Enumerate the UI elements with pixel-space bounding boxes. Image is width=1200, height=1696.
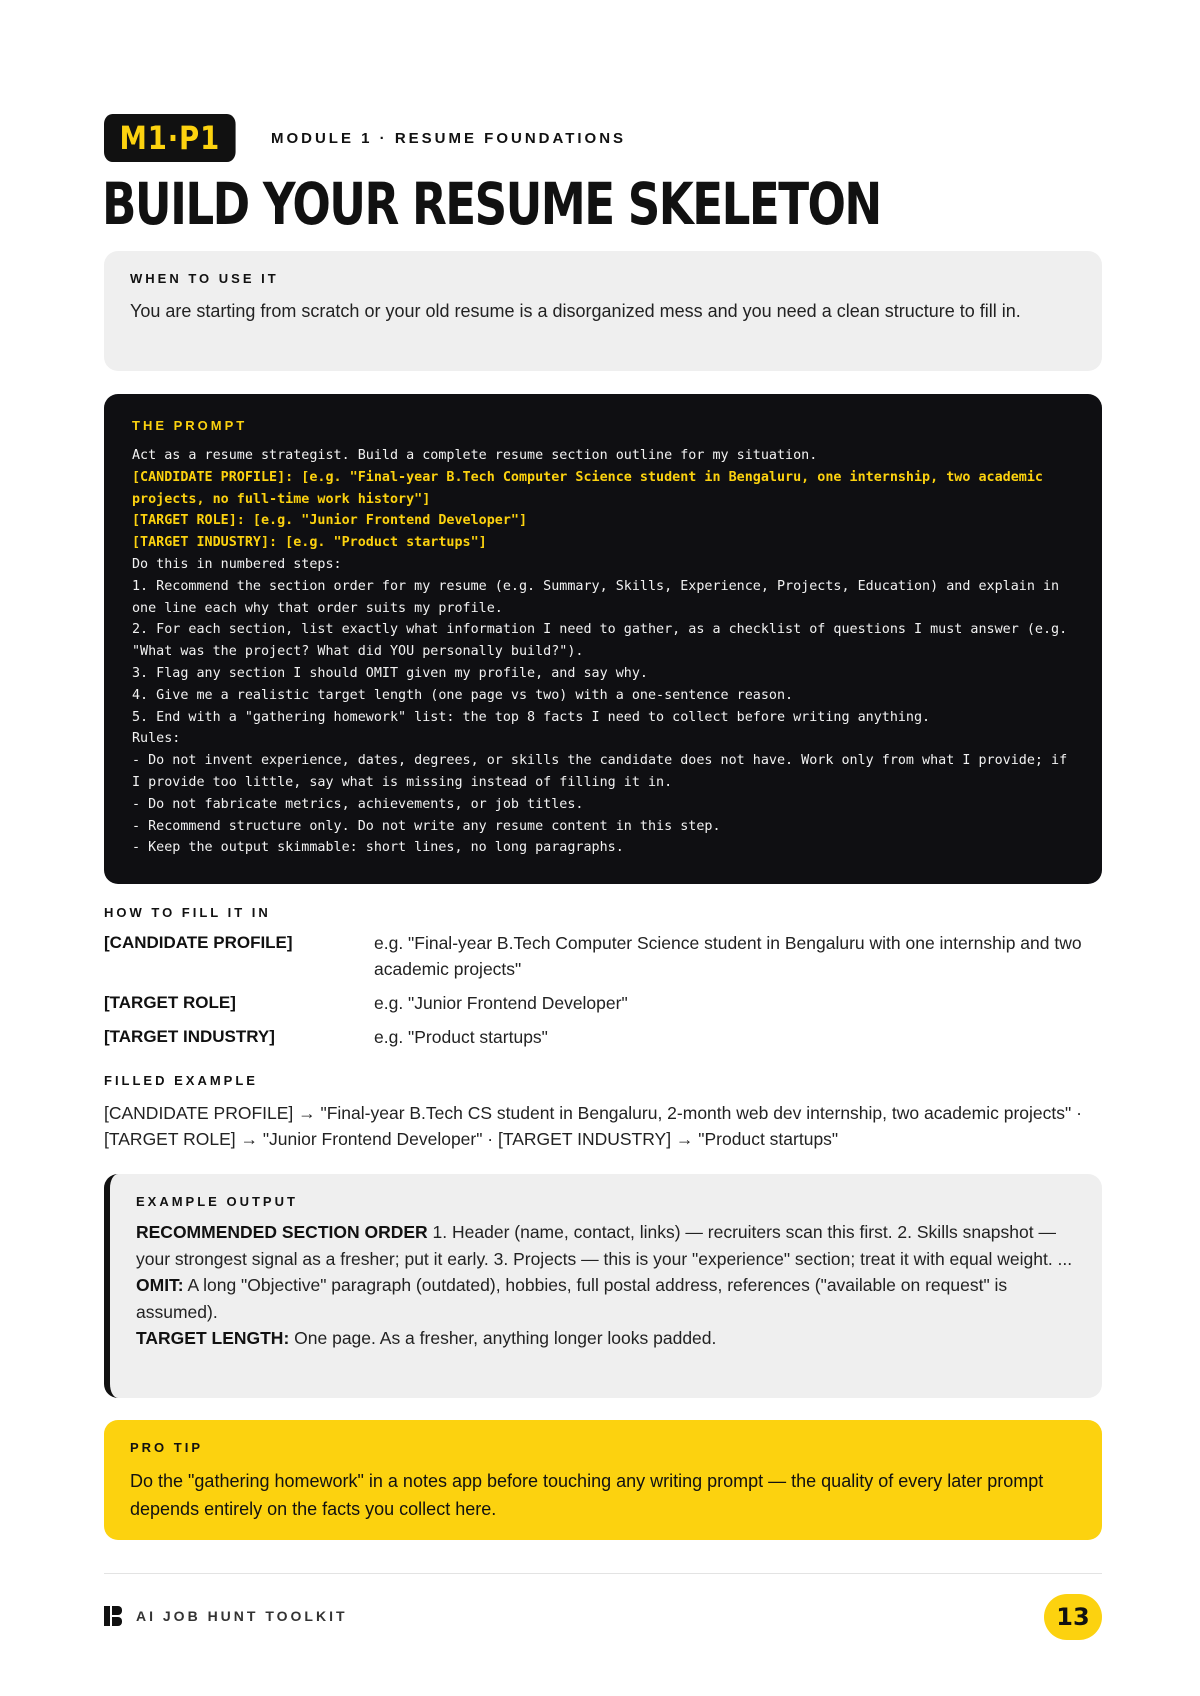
prompt-line: Rules:: [132, 731, 181, 747]
prompt-line: 5. End with a "gathering homework" list: the top 8 facts I need to collect before writing anything.: [132, 709, 931, 725]
filled-example-label: FILLED EXAMPLE: [104, 1073, 258, 1088]
prompt-line: Act as a resume strategist. Build a complete resume section outline for my situation.: [132, 448, 818, 463]
prompt-line: 2. For each section, list exactly what information I need to gather, as a checklist of questions I must answer (e.g. "What was the project? What did YOU personally build?").: [132, 622, 1076, 660]
page-header: [104, 114, 626, 162]
prompt-line: 3. Flag any section I should OMIT given my profile, and say why.: [132, 665, 648, 681]
filled-example-text: [CANDIDATE PROFILE] → "Final-year B.Tech CS student in Bengaluru, 2-month web dev internship, two academic projects" · [TARGET ROLE] → "Junior Frontend Developer" · [TARGET INDUSTRY] → "Product startups": [104, 1103, 1082, 1149]
output-heading: TARGET LENGTH:: [136, 1328, 290, 1348]
prompt-panel: [104, 394, 1102, 884]
prompt-placeholder-line: [TARGET ROLE]: [e.g. "Junior Frontend Developer"]: [132, 513, 528, 529]
prompt-line: - Do not invent experience, dates, degrees, or skills the candidate does not have. Work only from what I provide; if I provide too little, say what is missing instead of filling it in.: [132, 753, 1076, 790]
output-heading: OMIT:: [136, 1275, 184, 1295]
prompt-code-block: [132, 445, 1074, 859]
example-output-label: EXAMPLE OUTPUT: [136, 1194, 298, 1209]
module-label: MODULE 1 · RESUME FOUNDATIONS: [270, 129, 627, 147]
prompt-placeholder-line: [CANDIDATE PROFILE]: [e.g. "Final-year B.Tech Computer Science student in Bengaluru, one internship, two academic projects, no full-time work history"]: [132, 469, 1052, 507]
fill-value: e.g. "Final-year B.Tech Computer Science student in Bengaluru with one internship and two academic projects": [374, 933, 1082, 979]
module-badge: M1·P1: [104, 114, 236, 162]
fill-key: [TARGET ROLE]: [104, 993, 236, 1012]
fill-value: e.g. "Junior Frontend Developer": [374, 993, 628, 1013]
filled-example-section: [104, 1073, 1102, 1152]
pro-tip-panel: [104, 1420, 1102, 1540]
output-heading: RECOMMENDED SECTION ORDER: [136, 1222, 428, 1242]
fill-row: [104, 990, 1102, 1016]
prompt-line: - Keep the output skimmable: short lines, no long paragraphs.: [132, 840, 624, 856]
fill-row: [104, 1024, 1102, 1050]
brand-name: AI JOB HUNT TOOLKIT: [136, 1608, 348, 1624]
footer-divider: [104, 1573, 1102, 1574]
output-paragraph: [136, 1219, 1076, 1272]
example-output-panel: [104, 1174, 1102, 1398]
prompt-line: - Recommend structure only. Do not write any resume content in this step.: [132, 818, 721, 834]
prompt-label: THE PROMPT: [132, 418, 248, 433]
when-to-use-label: WHEN TO USE IT: [130, 271, 279, 286]
footer-brand: [104, 1606, 348, 1626]
output-body: A long "Objective" paragraph (outdated), hobbies, full postal address, references ("available on request" is assumed).: [136, 1275, 1008, 1322]
fill-key: [TARGET INDUSTRY]: [104, 1027, 275, 1046]
when-to-use-text: You are starting from scratch or your old resume is a disorganized mess and you need a clean structure to fill in.: [130, 301, 1021, 321]
fill-row: [104, 930, 1102, 982]
fill-key: [CANDIDATE PROFILE]: [104, 933, 293, 952]
page-title: BUILD YOUR RESUME SKELETON: [102, 170, 881, 238]
book-logo-icon: [104, 1606, 122, 1626]
output-body: One page. As a fresher, anything longer looks padded.: [289, 1328, 717, 1348]
prompt-line: Do this in numbered steps:: [132, 556, 342, 572]
how-to-fill-section: [104, 905, 1102, 1058]
pro-tip-text: Do the "gathering homework" in a notes app before touching any writing prompt — the quality of every later prompt depends entirely on the facts you collect here.: [130, 1471, 1044, 1519]
output-paragraph: [136, 1325, 1076, 1352]
how-to-fill-label: HOW TO FILL IT IN: [104, 905, 271, 920]
pro-tip-label: PRO TIP: [130, 1440, 204, 1455]
fill-value: e.g. "Product startups": [374, 1027, 548, 1047]
prompt-placeholder-line: [TARGET INDUSTRY]: [e.g. "Product startups"]: [132, 535, 487, 551]
prompt-line: 1. Recommend the section order for my resume (e.g. Summary, Skills, Experience, Projects, Education) and explain in one line each why that order suits my profile.: [132, 578, 1068, 616]
prompt-line: 4. Give me a realistic target length (one page vs two) with a one-sentence reason.: [132, 687, 794, 703]
page-number: 13: [1044, 1594, 1102, 1640]
when-to-use-panel: [104, 251, 1102, 371]
output-body: 1. Header (name, contact, links) — recruiters scan this first. 2. Skills snapshot — your strongest signal as a fresher; put it early. 3. Projects — this is your "experience" section; treat it with equal weight. ...: [136, 1222, 1073, 1269]
prompt-line: - Do not fabricate metrics, achievements, or job titles.: [132, 796, 584, 812]
output-paragraph: [136, 1272, 1076, 1325]
